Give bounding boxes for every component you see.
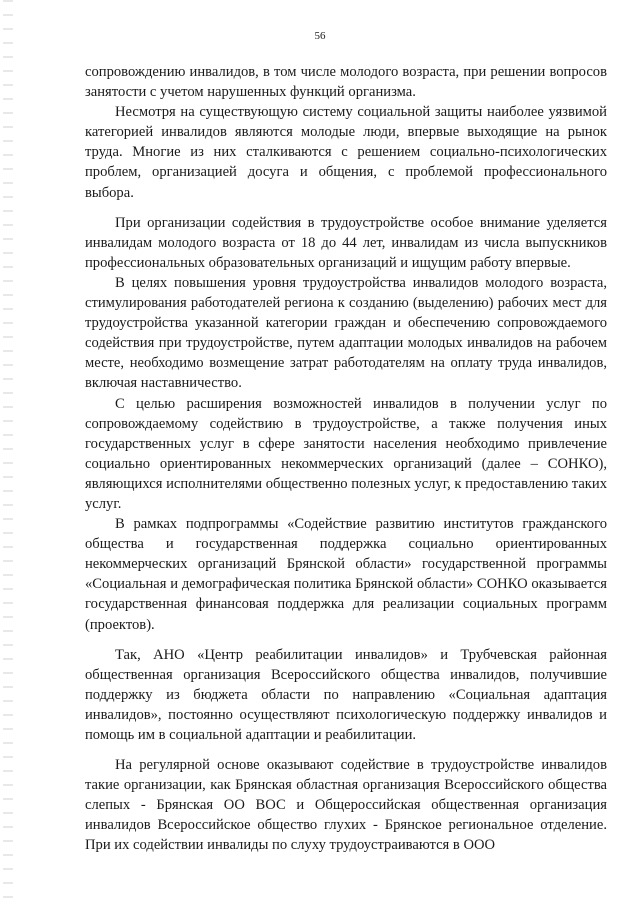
- document-body: [85, 62, 607, 856]
- paragraph-4: В целях повышения уровня трудоустройства инвалидов молодого возраста, стимулирования работодателей региона к созданию (выделению) рабочих мест для трудоустройства указанной категории граждан и обеспечению сопровождаемого содействия при трудоустройстве, путем адаптации молодых инвалидов на рабочем месте, необходимо возмещение затрат работодателям на оплату труда инвалидов, включая наставничество.: [85, 274, 607, 392]
- paragraph-7: Так, АНО «Центр реабилитации инвалидов» и Трубчевская районная общественная организация Всероссийского общества инвалидов, получившие поддержку из бюджета области по направлению «Социальная адаптация инвалидов», постоянно осуществляют психологическую поддержку инвалидов и помощь им в социальной адаптации и реабилитации.: [85, 646, 607, 743]
- paragraph-1: сопровождению инвалидов, в том числе молодого возраста, при решении вопросов занятости с учетом нарушенных функций организма.: [85, 64, 607, 101]
- paragraph-5: С целью расширения возможностей инвалидов в получении услуг по сопровождаемому содействию в трудоустройстве, а также получения иных государственных услуг в сфере занятости населения необходимо привлечение социально ориентированных некоммерческих организаций (далее – СОНКО), являющихся исполнителями общественно полезных услуг, к предоставлению таких услуг.: [85, 395, 607, 512]
- page-number: 56: [314, 30, 326, 42]
- paragraph-3: При организации содействия в трудоустройстве особое внимание уделяется инвалидам молодого возраста от 18 до 44 лет, инвалидам из числа выпускников профессиональных образовательных организаций и ищущим работу впервые.: [85, 214, 607, 271]
- paragraph-8: На регулярной основе оказывают содействие в трудоустройстве инвалидов такие организации, как Брянская областная организация Всероссийского общества слепых - Брянская ОО ВОС и Общероссийская общественная организация инвалидов Всероссийское общество глухих - Брянское региональное отделение. При их содействии инвалиды по слуху трудоустраиваются в ООО: [85, 757, 607, 854]
- binding-edge: [3, 0, 13, 905]
- paragraph-2: Несмотря на существующую систему социальной защиты наиболее уязвимой категорией инвалидов являются молодые люди, впервые выходящие на рынок труда. Многие из них сталкиваются с решением социально-психологических проблем, организацией досуга и общения, с проблемой профессионального выбора.: [85, 104, 607, 201]
- paragraph-6: В рамках подпрограммы «Содействие развитию институтов гражданского общества и государственная поддержка социально ориентированных некоммерческих организаций Брянской области» государственной программы «Социальная и демографическая политика Брянской области» СОНКО оказывается государственная финансовая поддержка для реализации социальных программ (проектов).: [85, 516, 607, 633]
